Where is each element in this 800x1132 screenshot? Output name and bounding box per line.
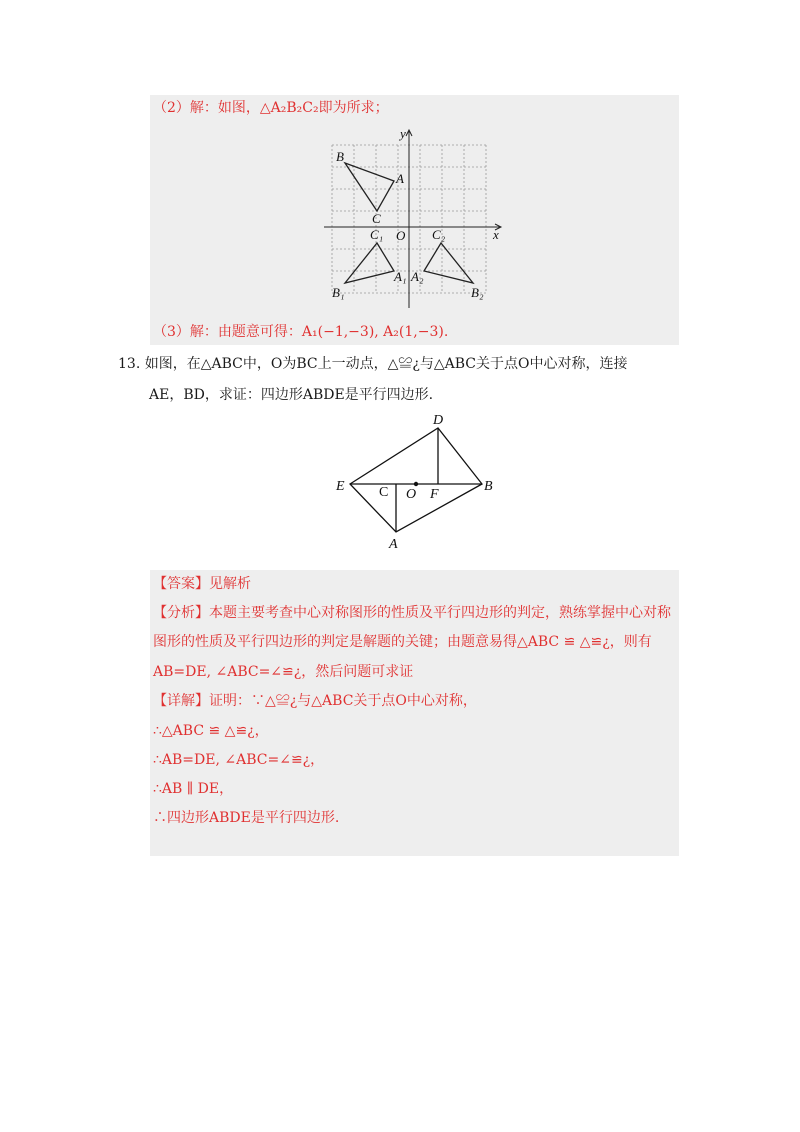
analysis-line-1: 【分析】本题主要考查中心对称图形的性质及平行四边形的判定，熟练掌握中心对称 <box>153 605 671 621</box>
svg-text:B₂: B₂ <box>471 285 484 300</box>
question-line-1 <box>118 354 627 374</box>
part2-text: （2）解：如图，△A₂B₂C₂即为所求； <box>153 100 389 116</box>
svg-text:y: y <box>400 126 406 141</box>
svg-text:A₂: A₂ <box>411 269 424 284</box>
question-text-2: AE，BD，求证：四边形ABDE是平行四边形. <box>149 387 434 403</box>
quadrilateral-figure <box>330 410 510 552</box>
question-number: 13. <box>118 356 141 372</box>
svg-text:C₂: C₂ <box>432 227 446 242</box>
svg-text:B₁: B₁ <box>332 285 345 300</box>
svg-text:B: B <box>484 479 493 494</box>
part3-text: （3）解：由题意可得：A₁(−1,−3), A₂(1,−3). <box>153 324 449 340</box>
detail-line-5: ∴四边形ABDE是平行四边形. <box>153 810 340 826</box>
analysis-line-2: 图形的性质及平行四边形的判定是解题的关键；由题意易得△ABC ≌ △≌¿，则有 <box>153 634 652 650</box>
svg-text:C₁: C₁ <box>370 227 384 242</box>
svg-text:O: O <box>406 487 417 502</box>
svg-text:F: F <box>430 487 439 502</box>
triangle-abc <box>345 163 394 211</box>
detail-line-4: ∴AB ∥ DE， <box>153 781 234 797</box>
coordinate-grid-figure <box>320 125 510 310</box>
svg-text:C: C <box>379 485 389 500</box>
detail-line-3: ∴AB=DE, ∠ABC=∠≌¿， <box>153 752 325 768</box>
analysis-line-3: AB=DE, ∠ABC=∠≌¿，然后问题可求证 <box>153 664 414 680</box>
detail-line-2: ∴△ABC ≌ △≌¿， <box>153 723 269 739</box>
detail-line-1: 【详解】证明：∵△≌¿与△ABC关于点O中心对称， <box>153 693 477 709</box>
svg-text:O: O <box>396 228 406 243</box>
answer-line: 【答案】见解析 <box>153 576 251 592</box>
svg-text:A: A <box>389 537 398 552</box>
svg-text:D: D <box>433 413 444 428</box>
svg-text:B: B <box>336 149 344 164</box>
svg-text:A: A <box>396 171 404 186</box>
svg-text:E: E <box>336 479 345 494</box>
svg-text:x: x <box>493 227 499 242</box>
question-text-1: 如图，在△ABC中，O为BC上一动点，△≌¿与△ABC关于点O中心对称，连接 <box>144 356 628 372</box>
svg-text:C: C <box>372 211 381 226</box>
svg-text:A₁: A₁ <box>394 269 407 284</box>
